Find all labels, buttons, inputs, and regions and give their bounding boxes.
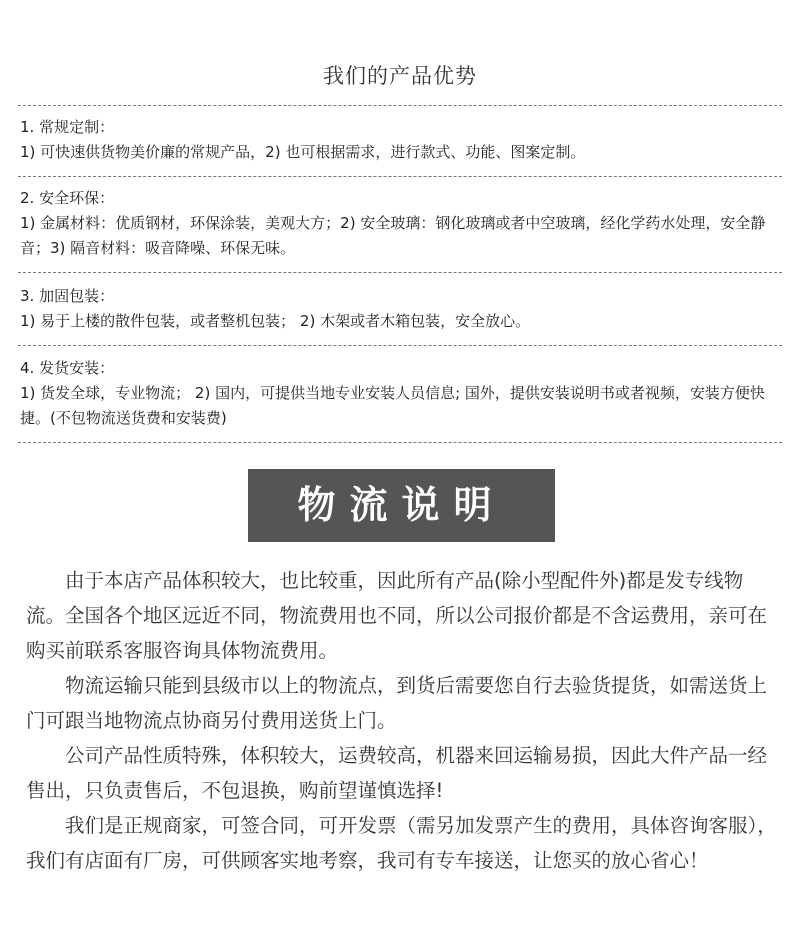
advantage-text: 1) 货发全球，专业物流； 2) 国内，可提供当地专业安装人员信息; 国外，提供安装说明书或者视频，安装方便快捷。(不包物流送货费和安装费)	[20, 384, 765, 427]
advantage-item-custom	[20, 115, 780, 165]
logistics-paragraph: 我们是正规商家，可签合同，可开发票（需另加发票产生的费用，具体咨询客服），我们有店面有厂房，可供顾客实地考察，我司有专车接送，让您买的放心省心！	[26, 814, 777, 872]
divider	[18, 105, 782, 106]
divider	[18, 272, 782, 273]
logistics-text	[26, 563, 778, 878]
advantage-heading: 2. 安全环保：	[20, 189, 115, 207]
advantage-item-packaging	[20, 284, 780, 334]
advantage-heading: 4. 发货安装：	[20, 359, 115, 377]
logistics-banner: 物流说明	[248, 469, 555, 542]
advantage-text: 1) 金属材料：优质钢材，环保涂装，美观大方；2) 安全玻璃：钢化玻璃或者中空玻璃，经化学药水处理，安全静音；3) 隔音材料：吸音降噪、环保无味。	[20, 214, 766, 257]
logistics-paragraph: 公司产品性质特殊，体积较大，运费较高，机器来回运输易损，因此大件产品一经售出，只负责售后，不包退换，购前望谨慎选择!	[26, 744, 768, 802]
advantage-text: 1) 易于上楼的散件包装，或者整机包装； 2) 木架或者木箱包装，安全放心。	[20, 312, 531, 330]
advantage-item-safety	[20, 186, 780, 261]
advantage-item-shipping	[20, 356, 780, 431]
advantage-text: 1) 可快速供货物美价廉的常规产品，2) 也可根据需求，进行款式、功能、图案定制。	[20, 143, 586, 161]
advantages-title: 我们的产品优势	[323, 64, 477, 88]
logistics-paragraph: 物流运输只能到县级市以上的物流点，到货后需要您自行去验货提货，如需送货上门可跟当地物流点协商另付费用送货上门。	[26, 674, 768, 732]
logistics-paragraph: 由于本店产品体积较大，也比较重，因此所有产品(除小型配件外)都是发专线物流。全国各个地区远近不同，物流费用也不同，所以公司报价都是不含运费用，亲可在购买前联系客服咨询具体物流费用。	[26, 569, 768, 662]
divider	[18, 345, 782, 346]
advantage-heading: 1. 常规定制：	[20, 118, 115, 136]
divider	[18, 442, 782, 443]
advantage-heading: 3. 加固包装：	[20, 287, 115, 305]
divider	[18, 176, 782, 177]
